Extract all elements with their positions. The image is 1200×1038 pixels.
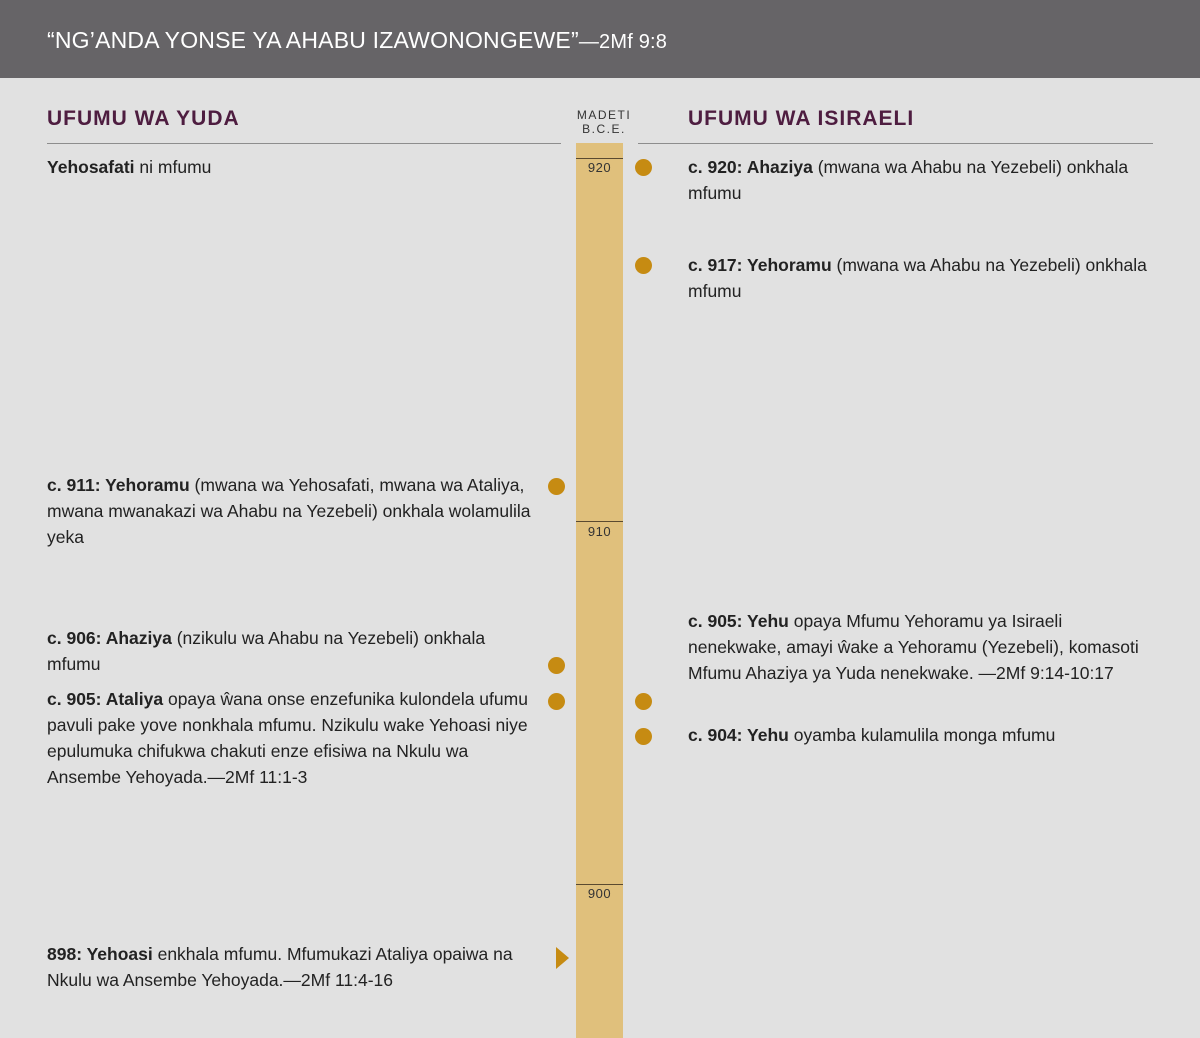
entry-text: (nzikulu wa Ahabu na Yezebeli) onkhala mfumu bbox=[47, 628, 486, 674]
entry-text: opaya Mfumu Yehoramu ya Isiraeli nenekwake, amayi ŵake a Yehoramu (Yezebeli), komasoti Mfumu Ahaziya ya Yuda nenekwake. —2Mf 9:14-10:17 bbox=[688, 611, 1139, 683]
entry-bold: c. 917: Yehoramu bbox=[688, 255, 832, 275]
entry-text: enkhala mfumu. Mfumukazi Ataliya opaiwa na Nkulu wa Ansembe Yehoyada.—2Mf 11:4-16 bbox=[47, 944, 513, 990]
arrow-marker-judah-898 bbox=[556, 947, 569, 969]
judah-entry-jehoshaphat bbox=[47, 154, 537, 180]
entry-bold: c. 920: Ahaziya bbox=[688, 157, 813, 177]
judah-heading: UFUMU WA YUDA bbox=[47, 107, 240, 130]
judah-entry-906 bbox=[47, 625, 537, 677]
judah-entry-905 bbox=[47, 686, 537, 790]
judah-heading-rule bbox=[47, 143, 561, 144]
judah-entry-898 bbox=[47, 941, 537, 993]
israel-entry-905 bbox=[688, 608, 1158, 686]
israel-entry-904 bbox=[688, 722, 1158, 748]
tick-label-910: 910 bbox=[587, 524, 612, 539]
marker-judah-906 bbox=[548, 657, 565, 674]
entry-text: opaya ŵana onse enzefunika kulondela ufumu pavuli pake yove nonkhala mfumu. Nzikulu wake Yehoasi niye epulumuka chifukwa chakuti enze efisiwa na Nkulu wa Ansembe Yehoyada.—2Mf 11:1-3 bbox=[47, 689, 528, 787]
entry-bold: c. 905: Yehu bbox=[688, 611, 789, 631]
tick-920 bbox=[576, 158, 623, 159]
marker-israel-905 bbox=[635, 693, 652, 710]
title-text: “NG’ANDA YONSE YA AHABU IZAWONONGEWE” bbox=[47, 27, 579, 53]
marker-israel-920 bbox=[635, 159, 652, 176]
timeline-bar bbox=[576, 143, 623, 1038]
israel-heading: UFUMU WA ISIRAELI bbox=[688, 107, 915, 130]
tick-910 bbox=[576, 521, 623, 522]
entry-text: (mwana wa Yehosafati, mwana wa Ataliya, mwana mwanakazi wa Ahabu na Yezebeli) onkhala wolamulila yeka bbox=[47, 475, 531, 547]
tick-label-920: 920 bbox=[587, 160, 612, 175]
tick-900 bbox=[576, 884, 623, 885]
israel-entry-920 bbox=[688, 154, 1158, 206]
entry-text: (mwana wa Ahabu na Yezebeli) onkhala mfumu bbox=[688, 157, 1129, 203]
entry-bold: c. 905: Ataliya bbox=[47, 689, 164, 709]
marker-judah-905 bbox=[548, 693, 565, 710]
header-banner bbox=[0, 0, 1200, 78]
entry-bold: 898: Yehoasi bbox=[47, 944, 153, 964]
axis-label-era: B.C.E. bbox=[582, 122, 626, 136]
axis-label-dates: MADETI bbox=[576, 108, 632, 122]
entry-text: ni mfumu bbox=[134, 157, 212, 177]
israel-entry-917 bbox=[688, 252, 1158, 304]
entry-text: oyamba kulamulila monga mfumu bbox=[788, 725, 1056, 745]
marker-israel-904 bbox=[635, 728, 652, 745]
entry-bold: c. 904: Yehu bbox=[688, 725, 789, 745]
entry-bold: c. 911: Yehoramu bbox=[47, 475, 190, 495]
israel-heading-rule bbox=[638, 143, 1153, 144]
marker-israel-917 bbox=[635, 257, 652, 274]
entry-bold: c. 906: Ahaziya bbox=[47, 628, 172, 648]
entry-text: (mwana wa Ahabu na Yezebeli) onkhala mfumu bbox=[688, 255, 1147, 301]
title-reference: —2Mf 9:8 bbox=[578, 31, 668, 53]
marker-judah-911 bbox=[548, 478, 565, 495]
page-title bbox=[47, 27, 667, 54]
entry-bold: Yehosafati bbox=[47, 157, 135, 177]
judah-entry-911 bbox=[47, 472, 537, 550]
tick-label-900: 900 bbox=[587, 886, 612, 901]
